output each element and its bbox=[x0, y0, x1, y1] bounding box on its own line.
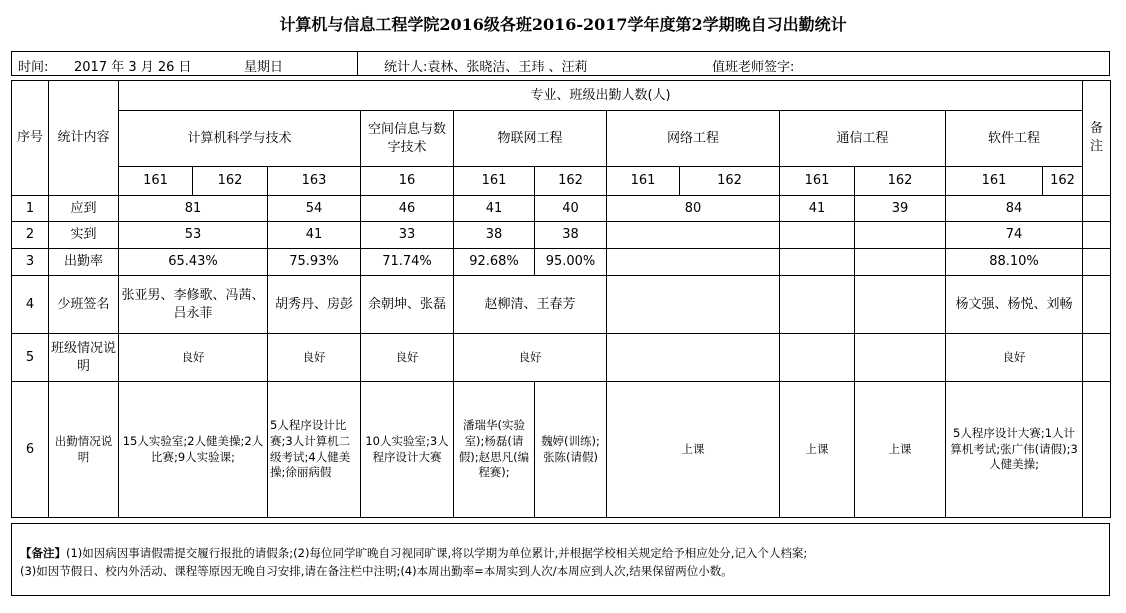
cell-iot: 赵柳清、王春芳 bbox=[454, 276, 607, 334]
major-telecom: 通信工程 bbox=[780, 111, 946, 167]
cell-cs163: 54 bbox=[268, 196, 361, 222]
class-cell: 163 bbox=[268, 167, 361, 196]
cell-iot: 良好 bbox=[454, 334, 607, 382]
header-remark: 备注 bbox=[1083, 81, 1111, 196]
notes-label: 【备注】 bbox=[20, 546, 66, 560]
row-index: 5 bbox=[12, 334, 49, 382]
cell-iot161: 41 bbox=[454, 196, 535, 222]
attendance-table bbox=[11, 80, 1111, 518]
notes-line-1 bbox=[20, 544, 1101, 562]
info-bar bbox=[11, 51, 1110, 76]
cell-software: 杨文强、杨悦、刘畅 bbox=[946, 276, 1083, 334]
cell-remark bbox=[1083, 222, 1111, 249]
cell-cs163: 75.93% bbox=[268, 249, 361, 276]
header-group: 专业、班级出勤人数(人) bbox=[119, 81, 1083, 111]
major-network: 网络工程 bbox=[607, 111, 780, 167]
class-cell: 161 bbox=[119, 167, 193, 196]
notes-text-1: (1)如因病因事请假需提交履行报批的请假条;(2)每位同学旷晚自习视同旷课,将以学期为单位累计,并根据学校相关规定给予相应处分,记入个人档案; bbox=[66, 546, 808, 560]
cell-cs163: 胡秀丹、房彭 bbox=[268, 276, 361, 334]
major-iot: 物联网工程 bbox=[454, 111, 607, 167]
class-cell: 161 bbox=[607, 167, 680, 196]
header-index: 序号 bbox=[12, 81, 49, 196]
cell-iot161: 潘瑞华(实验室);杨磊(请假);赵思凡(编程赛); bbox=[454, 382, 535, 518]
cell-cs163: 5人程序设计比赛;3人计算机二级考试;4人健美操;徐丽病假 bbox=[268, 382, 361, 518]
cell-iot162: 95.00% bbox=[535, 249, 607, 276]
cell-iot162: 40 bbox=[535, 196, 607, 222]
cell-spatial: 33 bbox=[361, 222, 454, 249]
row-label: 出勤率 bbox=[49, 249, 119, 276]
cell-cs163: 41 bbox=[268, 222, 361, 249]
header-content: 统计内容 bbox=[49, 81, 119, 196]
row-label: 班级情况说明 bbox=[49, 334, 119, 382]
cell-spatial: 余朝坤、张磊 bbox=[361, 276, 454, 334]
cell-software: 88.10% bbox=[946, 249, 1083, 276]
counters-value: 统计人:袁林、张晓洁、王玮 、汪莉 bbox=[384, 60, 588, 75]
cell-iot161: 38 bbox=[454, 222, 535, 249]
row-index: 4 bbox=[12, 276, 49, 334]
cell-cs: 81 bbox=[119, 196, 268, 222]
cell-cs: 65.43% bbox=[119, 249, 268, 276]
class-cell: 162 bbox=[193, 167, 268, 196]
cell-software: 84 bbox=[946, 196, 1083, 222]
class-cell: 162 bbox=[680, 167, 780, 196]
cell-network: 80 bbox=[607, 196, 780, 222]
cell-iot162: 38 bbox=[535, 222, 607, 249]
cell-tel162: 39 bbox=[855, 196, 946, 222]
cell-tel161: 上课 bbox=[780, 382, 855, 518]
row-label: 应到 bbox=[49, 196, 119, 222]
cell-network bbox=[607, 334, 780, 382]
class-cell: 161 bbox=[946, 167, 1043, 196]
row-label: 少班签名 bbox=[49, 276, 119, 334]
class-cell: 161 bbox=[780, 167, 855, 196]
page-title: 计算机与信息工程学院2016级各班2016-2017学年度第2学期晚自习出勤统计 bbox=[279, 15, 847, 34]
cell-tel161 bbox=[780, 334, 855, 382]
cell-tel161: 41 bbox=[780, 196, 855, 222]
cell-tel161 bbox=[780, 222, 855, 249]
cell-cs: 15人实验室;2人健美操;2人比赛;9人实验课; bbox=[119, 382, 268, 518]
cell-spatial: 46 bbox=[361, 196, 454, 222]
cell-tel162 bbox=[855, 334, 946, 382]
cell-remark bbox=[1083, 334, 1111, 382]
cell-iot161: 92.68% bbox=[454, 249, 535, 276]
cell-tel162 bbox=[855, 249, 946, 276]
cell-remark bbox=[1083, 382, 1111, 518]
cell-cs: 53 bbox=[119, 222, 268, 249]
cell-network bbox=[607, 222, 780, 249]
row-index: 2 bbox=[12, 222, 49, 249]
time-label: 时间: bbox=[18, 60, 49, 75]
row-index: 6 bbox=[12, 382, 49, 518]
cell-remark bbox=[1083, 196, 1111, 222]
cell-tel162: 上课 bbox=[855, 382, 946, 518]
cell-network bbox=[607, 276, 780, 334]
cell-spatial: 71.74% bbox=[361, 249, 454, 276]
cell-spatial: 10人实验室;3人程序设计大赛 bbox=[361, 382, 454, 518]
cell-software: 74 bbox=[946, 222, 1083, 249]
notes-box bbox=[11, 523, 1110, 596]
info-divider bbox=[357, 52, 358, 75]
cell-tel161 bbox=[780, 276, 855, 334]
major-spatial: 空间信息与数字技术 bbox=[361, 111, 454, 167]
cell-network: 上课 bbox=[607, 382, 780, 518]
class-cell: 162 bbox=[1043, 167, 1083, 196]
cell-cs: 良好 bbox=[119, 334, 268, 382]
row-label: 实到 bbox=[49, 222, 119, 249]
cell-network bbox=[607, 249, 780, 276]
row-label: 出勤情况说明 bbox=[49, 382, 119, 518]
cell-tel162 bbox=[855, 222, 946, 249]
cell-iot162: 魏婷(训练);张陈(请假) bbox=[535, 382, 607, 518]
cell-software: 良好 bbox=[946, 334, 1083, 382]
cell-cs163: 良好 bbox=[268, 334, 361, 382]
cell-tel161 bbox=[780, 249, 855, 276]
cell-cs: 张亚男、李修歌、冯茜、吕永菲 bbox=[119, 276, 268, 334]
cell-spatial: 良好 bbox=[361, 334, 454, 382]
class-cell: 162 bbox=[535, 167, 607, 196]
teacher-sign-label: 值班老师签字: bbox=[712, 60, 795, 75]
row-index: 3 bbox=[12, 249, 49, 276]
weekday-value: 星期日 bbox=[244, 60, 284, 75]
cell-remark bbox=[1083, 276, 1111, 334]
major-cs: 计算机科学与技术 bbox=[119, 111, 361, 167]
notes-line-2: (3)如因节假日、校内外活动、课程等原因无晚自习安排,请在备注栏中注明;(4)本周出勤率=本周实到人次/本周应到人次,结果保留两位小数。 bbox=[20, 564, 733, 579]
cell-tel162 bbox=[855, 276, 946, 334]
class-cell: 161 bbox=[454, 167, 535, 196]
class-cell: 16 bbox=[361, 167, 454, 196]
major-software: 软件工程 bbox=[946, 111, 1083, 167]
class-cell: 162 bbox=[855, 167, 946, 196]
cell-software: 5人程序设计大赛;1人计算机考试;张广伟(请假);3人健美操; bbox=[946, 382, 1083, 518]
cell-remark bbox=[1083, 249, 1111, 276]
row-index: 1 bbox=[12, 196, 49, 222]
date-value: 2017 年 3 月 26 日 bbox=[74, 60, 192, 75]
